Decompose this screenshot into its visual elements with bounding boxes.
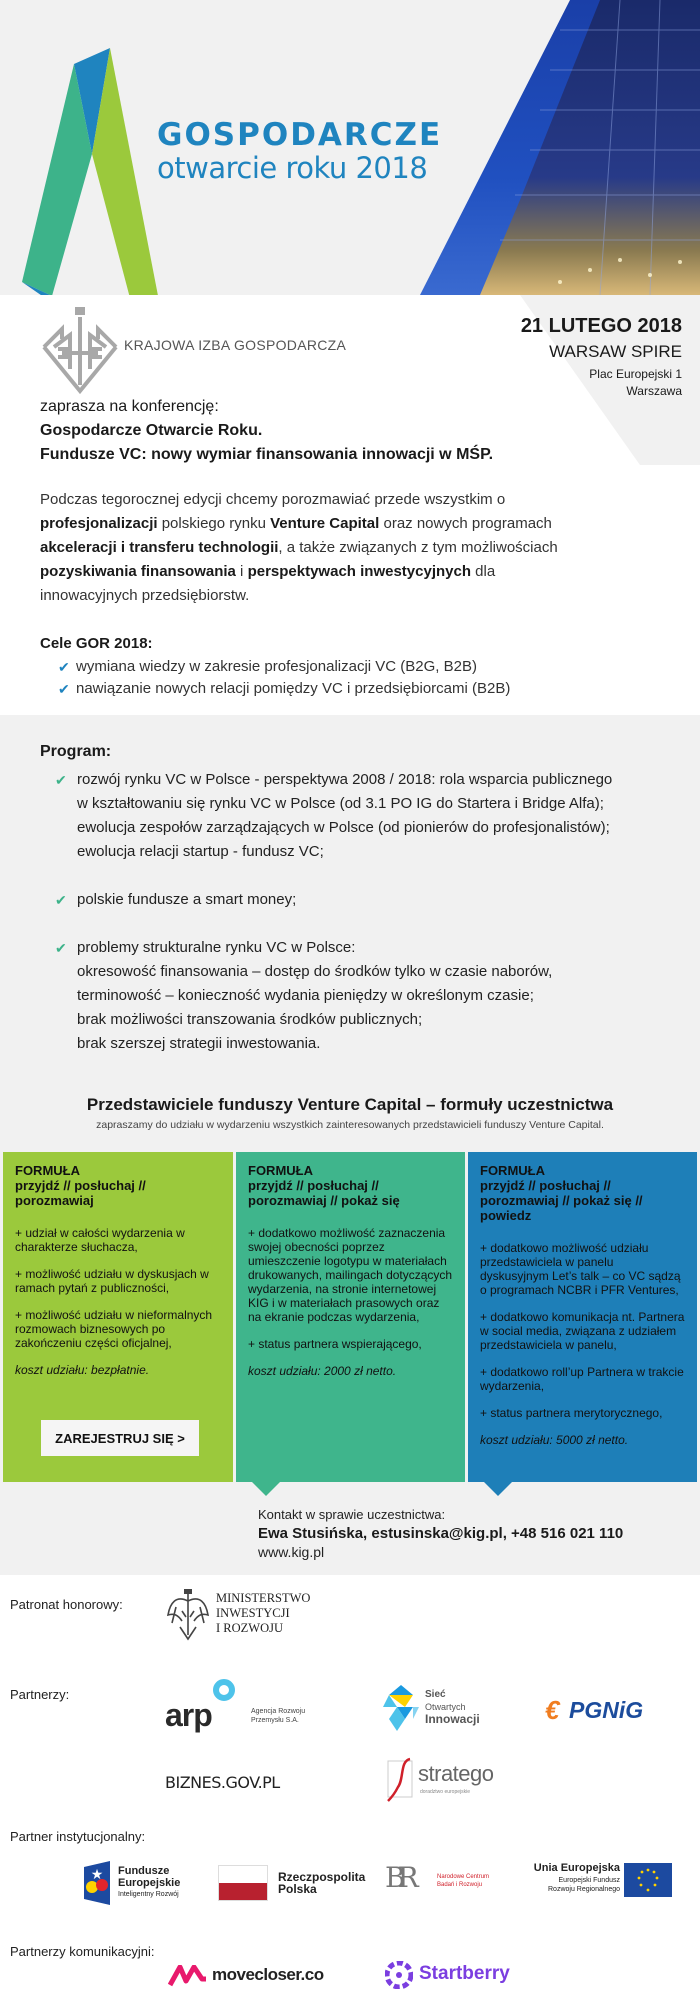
program-line: rozwój rynku VC w Polsce - perspektywa 2008 / 2018: rola wsparcia publicznego: [77, 771, 613, 788]
formula-benefit: + możliwość udziału w dyskusjach w ramach pytań z publiczności,: [15, 1267, 209, 1295]
rp-line: Polska: [278, 1882, 317, 1896]
formula-benefit: + możliwość udziału w nieformalnych rozmowach biznesowych po zakończeniu części oficjalnej,: [15, 1308, 213, 1350]
biznes-gov-logo: BIZNES.GOV.PL: [165, 1773, 280, 1792]
arp-logo: [165, 1677, 315, 1737]
soi-diamond-icon: [383, 1685, 419, 1731]
goals: [40, 635, 510, 700]
address-line-1: Plac Europejski 1: [589, 367, 682, 381]
formula-label: FORMUŁA: [480, 1163, 545, 1178]
info-section: [0, 295, 700, 715]
title-line-2: otwarcie roku 2018: [157, 151, 428, 185]
invitation: [40, 395, 493, 467]
soi-logo: [383, 1685, 493, 1737]
polish-eagle-icon: [166, 1587, 210, 1643]
ue-line: Rozwoju Regionalnego: [548, 1886, 620, 1893]
invite-lead: zaprasza na konferencję:: [40, 398, 219, 415]
fe-line: Inteligentny Rozwój: [118, 1891, 179, 1898]
goal-item: [58, 678, 510, 700]
desc-bold: perspektywach inwestycyjnych: [247, 563, 471, 580]
ue-line: Unia Europejska: [533, 1862, 620, 1874]
program-line: w kształtowaniu się rynku VC w Polsce (od 3.1 PO IG do Startera i Bridge Alfa);: [77, 795, 604, 812]
hero-banner: [0, 0, 700, 295]
goal-text: nawiązanie nowych relacji pomiędzy VC i przedsiębiorcami (B2B): [76, 680, 511, 697]
card-2-pointer: [252, 1482, 280, 1496]
formula-name: przyjdź // posłuchaj // porozmawiaj // pokaż się: [248, 1178, 400, 1208]
ncbr-mark-icon: BR: [385, 1861, 411, 1894]
formula-cost: koszt udziału: 5000 zł netto.: [480, 1433, 629, 1447]
program-list: [55, 768, 675, 1080]
soi-line: Sieć: [425, 1689, 446, 1700]
checkmark-icon: ✔: [58, 659, 70, 675]
startberry-text: Startberry: [419, 1963, 510, 1984]
media-partners-label: Partnerzy komunikacyjni:: [10, 1944, 155, 1959]
contact-info: [258, 1507, 623, 1560]
program-line: brak możliwości transzowania środków publicznych;: [77, 1011, 423, 1028]
stratego-tagline: doradztwo europejskie: [420, 1789, 471, 1795]
patronage-label: Patronat honorowy:: [10, 1597, 123, 1612]
ncbr-line: Narodowe Centrum: [437, 1874, 490, 1880]
program-line: ewolucja relacji startup - fundusz VC;: [77, 843, 324, 860]
formula-cards: [0, 1152, 700, 1482]
formula-benefit: + dodatkowo możliwość zaznaczenia swojej obecności poprzez umieszczenie logotypu w materiałach drukowanych, mailingach dotyczących wydarzenia, na stronie internetowej KIG i w materiałach prasowych oraz na ekranie podczas wydarzenia,: [248, 1226, 453, 1324]
conference-subtitle: Fundusze VC: nowy wymiar finansowania innowacji w MŚP.: [40, 446, 494, 463]
description: [40, 488, 560, 608]
checkmark-icon: ✔: [55, 940, 67, 956]
fe-star-icon: [84, 1861, 110, 1905]
event-date: 21 LUTEGO 2018: [520, 315, 682, 337]
movecloser-m-icon: [168, 1965, 206, 1987]
desc-text: i: [235, 563, 248, 580]
desc-text: , a także związanych z tym możliwościach: [278, 539, 558, 556]
startberry-logo: [385, 1961, 515, 1995]
desc-bold: profesjonalizacji: [40, 515, 158, 532]
program-line: okresowość finansowania – dostęp do środków tylko w czasie naborów,: [77, 963, 553, 980]
formula-label: FORMUŁA: [15, 1163, 80, 1178]
formula-cost: koszt udziału: 2000 zł netto.: [248, 1364, 397, 1378]
movecloser-logo: [168, 1965, 324, 1995]
formula-benefit: + udział w całości wydarzenia w charakterze słuchacza,: [15, 1226, 185, 1254]
partners-label: Partnerzy:: [10, 1687, 70, 1702]
program-line: ewolucja zespołów zarządzających w Polsce (od pionierów do profesjonalistów);: [77, 819, 610, 836]
event-venue: WARSAW SPIRE: [549, 342, 682, 361]
organizer-name: KRAJOWA IZBA GOSPODARCZA: [124, 337, 347, 353]
desc-text: oraz nowych programach: [379, 515, 552, 532]
pgnig-flame-icon: €: [545, 1695, 560, 1725]
program-item: [55, 888, 675, 912]
checkmark-icon: ✔: [55, 772, 67, 788]
event-title: [157, 118, 442, 184]
ministry-line: INWESTYCJI: [216, 1606, 290, 1620]
vc-section-subtitle: zapraszamy do udziału w wydarzeniu wszystkich zainteresowanych przedstawicieli funduszy Venture Capital.: [96, 1119, 604, 1131]
rzeczpospolita-logo: [218, 1865, 366, 1905]
arp-ring-icon: [213, 1679, 235, 1701]
formula-benefit: + status partnera merytorycznego,: [480, 1406, 663, 1420]
pgnig-text: PGNiG: [569, 1697, 644, 1723]
kig-logo-icon: [40, 305, 120, 395]
partners-section: [0, 1575, 700, 2000]
arp-line: Agencja Rozwoju: [251, 1708, 306, 1715]
contact-details[interactable]: Ewa Stusińska, estusinska@kig.pl, +48 516 021 110: [258, 1525, 624, 1542]
goal-text: wymiana wiedzy w zakresie profesjonalizacji VC (B2G, B2B): [76, 658, 477, 675]
stratego-logo: [386, 1757, 516, 1805]
program-item: [55, 768, 675, 864]
program-section: [0, 715, 700, 1575]
institutional-label: Partner instytucjonalny:: [10, 1829, 146, 1844]
desc-bold: akceleracji i transferu technologii: [40, 539, 279, 556]
arp-line: Przemysłu S.A.: [251, 1717, 299, 1724]
ministry-line: MINISTERSTWO: [216, 1591, 311, 1605]
gor-logo-icon: [22, 46, 162, 295]
eu-flag-icon: [624, 1863, 672, 1897]
formula-benefit: + dodatkowo możliwość udziału przedstawiciela w panelu dyskusyjnym Let’s talk – co VC sądzą o programach NCBR i PFR Ventures,: [480, 1241, 681, 1297]
conference-title: Gospodarcze Otwarcie Roku.: [40, 422, 263, 439]
rp-line: Rzeczpospolita: [278, 1870, 366, 1884]
program-item: [55, 936, 675, 1056]
checkmark-icon: ✔: [55, 892, 67, 908]
desc-text: dla innowacyjnych przedsiębiorstw.: [40, 563, 496, 604]
contact-label: Kontakt w sprawie uczestnictwa:: [258, 1507, 446, 1522]
program-heading: Program:: [40, 743, 112, 760]
website-link[interactable]: www.kig.pl: [258, 1544, 325, 1560]
pgnig-logo: [545, 1695, 675, 1729]
ministry-line: I ROZWOJU: [216, 1621, 284, 1635]
program-line: problemy strukturalne rynku VC w Polsce:: [77, 939, 356, 956]
formula-benefit: + dodatkowo roll’up Partnera w trakcie wydarzenia,: [480, 1365, 684, 1393]
desc-text: Podczas tegorocznej edycji chcemy porozmawiać przede wszystkim o: [40, 491, 506, 508]
goals-heading: Cele GOR 2018:: [40, 635, 153, 652]
formula-cost: koszt udziału: bezpłatnie.: [15, 1363, 150, 1377]
formula-card-2: [236, 1152, 465, 1482]
title-line-1: GOSPODARCZE: [157, 117, 443, 153]
program-line: terminowość – konieczność wydania pieniędzy w określonym czasie;: [77, 987, 534, 1004]
ncbr-line: Badań i Rozwoju: [437, 1882, 483, 1888]
goal-item: [58, 656, 510, 678]
ue-line: Europejski Fundusz: [558, 1877, 620, 1884]
desc-bold: pozyskiwania finansowania: [40, 563, 236, 580]
desc-text: polskiego rynku: [157, 515, 271, 532]
formula-benefit: + dodatkowo komunikacja nt. Partnera w social media, związana z udziałem przedstawiciela w panelu,: [480, 1310, 685, 1352]
startberry-icon: [385, 1961, 413, 1989]
arp-mark: arp: [165, 1697, 212, 1733]
ncbr-logo: [385, 1861, 505, 1905]
fundusze-europejskie-logo: [84, 1861, 204, 1905]
fe-line: Fundusze: [118, 1865, 170, 1877]
program-line: brak szerszej strategii inwestowania.: [77, 1035, 321, 1052]
formula-label: FORMUŁA: [248, 1163, 313, 1178]
polish-flag-icon: [218, 1865, 268, 1901]
stratego-s-icon: [386, 1757, 414, 1803]
svg-text:★: ★: [90, 1866, 104, 1882]
movecloser-text: movecloser.co: [212, 1965, 324, 1984]
formula-name: przyjdź // posłuchaj // porozmawiaj // pokaż się // powiedz: [480, 1178, 643, 1223]
soi-line: Otwartych: [425, 1702, 466, 1712]
fe-line: Europejskie: [118, 1877, 181, 1889]
unia-europejska-logo: [520, 1863, 690, 1903]
ministry-logo: [166, 1587, 326, 1643]
formula-name: przyjdź // posłuchaj // porozmawiaj: [15, 1178, 146, 1208]
program-line: polskie fundusze a smart money;: [77, 891, 297, 908]
card-3-pointer: [484, 1482, 512, 1496]
vc-section-title: Przedstawiciele funduszy Venture Capital – formuły uczestnictwa: [86, 1095, 614, 1114]
register-button[interactable]: ZAREJESTRUJ SIĘ >: [41, 1420, 199, 1456]
event-details: [521, 315, 682, 400]
formula-benefit: + status partnera wspierającego,: [248, 1337, 422, 1351]
stratego-text: stratego: [418, 1761, 494, 1786]
formula-card-1: [3, 1152, 233, 1482]
checkmark-icon: ✔: [58, 681, 70, 697]
desc-bold: Venture Capital: [270, 515, 380, 532]
address-line-2: Warszawa: [626, 384, 682, 398]
soi-line: Innowacji: [425, 1712, 480, 1726]
formula-card-3: [468, 1152, 697, 1482]
